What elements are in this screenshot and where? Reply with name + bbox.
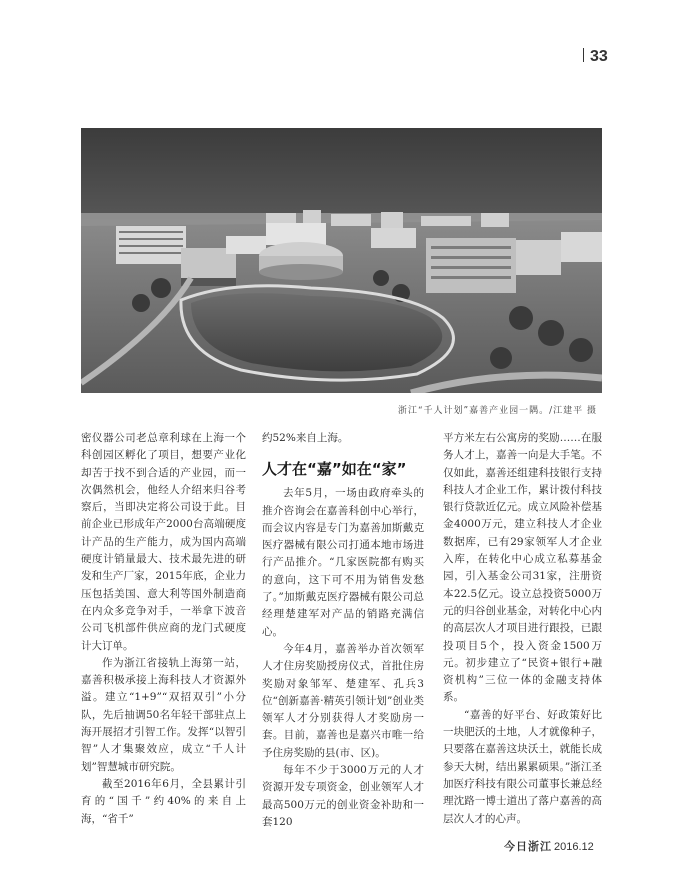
page-number [583, 48, 608, 66]
text-column-1 [81, 430, 246, 828]
page-number-divider [583, 48, 584, 62]
paragraph: 去年5月，一场由政府牵头的推介咨询会在嘉善科创中心举行，而会议内容是专门为嘉善加斯戴克医疗器械有限公司打通本地市场进行产品推介。“几家医院都有购买的意向，这下可不用为销售发愁了。”加斯戴克医疗器械有限公司总经理楚建军对产品的销路充满信心。 [262, 487, 424, 638]
paragraph: “嘉善的好平台、好政策好比一块肥沃的土地，人才就像种子，只要落在嘉善这块沃土，就能长成参天大树，结出累累硕果。”浙江圣加医疗科技有限公司董事长兼总经理沈路一博士道出了落户嘉善的高层次人才的心声。 [443, 708, 602, 825]
paragraph: 每年不少于3000万元的人才资源开发专项资金，创业领军人才最高500万元的创业资金补助和一套120 [262, 764, 424, 828]
page-number-text: 33 [590, 48, 608, 65]
magazine-logo: 今日浙江 [504, 840, 552, 853]
section-heading: 人才在“嘉”如在“家” [262, 460, 407, 479]
photo-caption: 浙江“千人计划”嘉善产业园一隅。/江建平 摄 [397, 406, 597, 416]
issue-date: 2016.12 [554, 841, 594, 853]
text-column-3 [443, 430, 602, 828]
paragraph-continuation: 约52%来自上海。 [262, 432, 349, 444]
paragraph: 密仪器公司老总章利球在上海一个科创园区孵化了项目，想要产业化却苦于找不到合适的产业园，而一次偶然机会，他经人介绍来归谷考察后，当即决定将公司设于此。目前企业已形成年产2000台高端硬度计产品的生产能力，成为国内高端硬度计销量最大、技术最先进的研发和生产厂家，2015年底，企业力压包括美国、意大利等国外制造商在内众多竞争对手，一举拿下波音公司飞机部件供应商的龙门式硬度计大订单。 [81, 432, 246, 652]
paragraph: 今年4月，嘉善举办首次领军人才住房奖励授房仪式，首批住房奖励对象邹军、楚建军、孔兵3位“创新嘉善·精英引领计划”创业类领军人才分别获得人才奖励房一套。目前，嘉善也是嘉兴市唯一给予住房奖励的县(市、区)。 [262, 642, 424, 759]
paragraph: 作为浙江省接轨上海第一站，嘉善积极承接上海科技人才资源外溢。建立“1+9”“双招双引”小分队，先后抽调50名年轻干部驻点上海开展招才引智工作。发挥“以智引智”人才集聚效应，成立“千人计划”智慧城市研究院。 [81, 656, 246, 773]
page-footer [504, 838, 594, 854]
industrial-park-aerial-photo [81, 128, 602, 393]
paragraph: 平方米左右公寓房的奖励……在服务人才上，嘉善一向是大手笔。不仅如此，嘉善还组建科技银行支持科技人才企业工作，累计拨付科技银行贷款近亿元。成立风险补偿基金4000万元，建立科技人才企业数据库，已有29家领军人才企业入库，在转化中心成立私募基金园，引入基金公司31家，注册资本22.5亿元。设立总投资5000万元的归谷创业基金，对转化中心内的高层次人才项目进行跟投，已跟投项目5个，投入资金1500万元。初步建立了“民资+银行+融资机构”三位一体的金融支持体系。 [443, 432, 602, 704]
paragraph: 截至2016年6月，全县累计引育的“国千”约40%的来自上海，“省千” [81, 777, 246, 825]
text-column-2 [262, 430, 424, 831]
